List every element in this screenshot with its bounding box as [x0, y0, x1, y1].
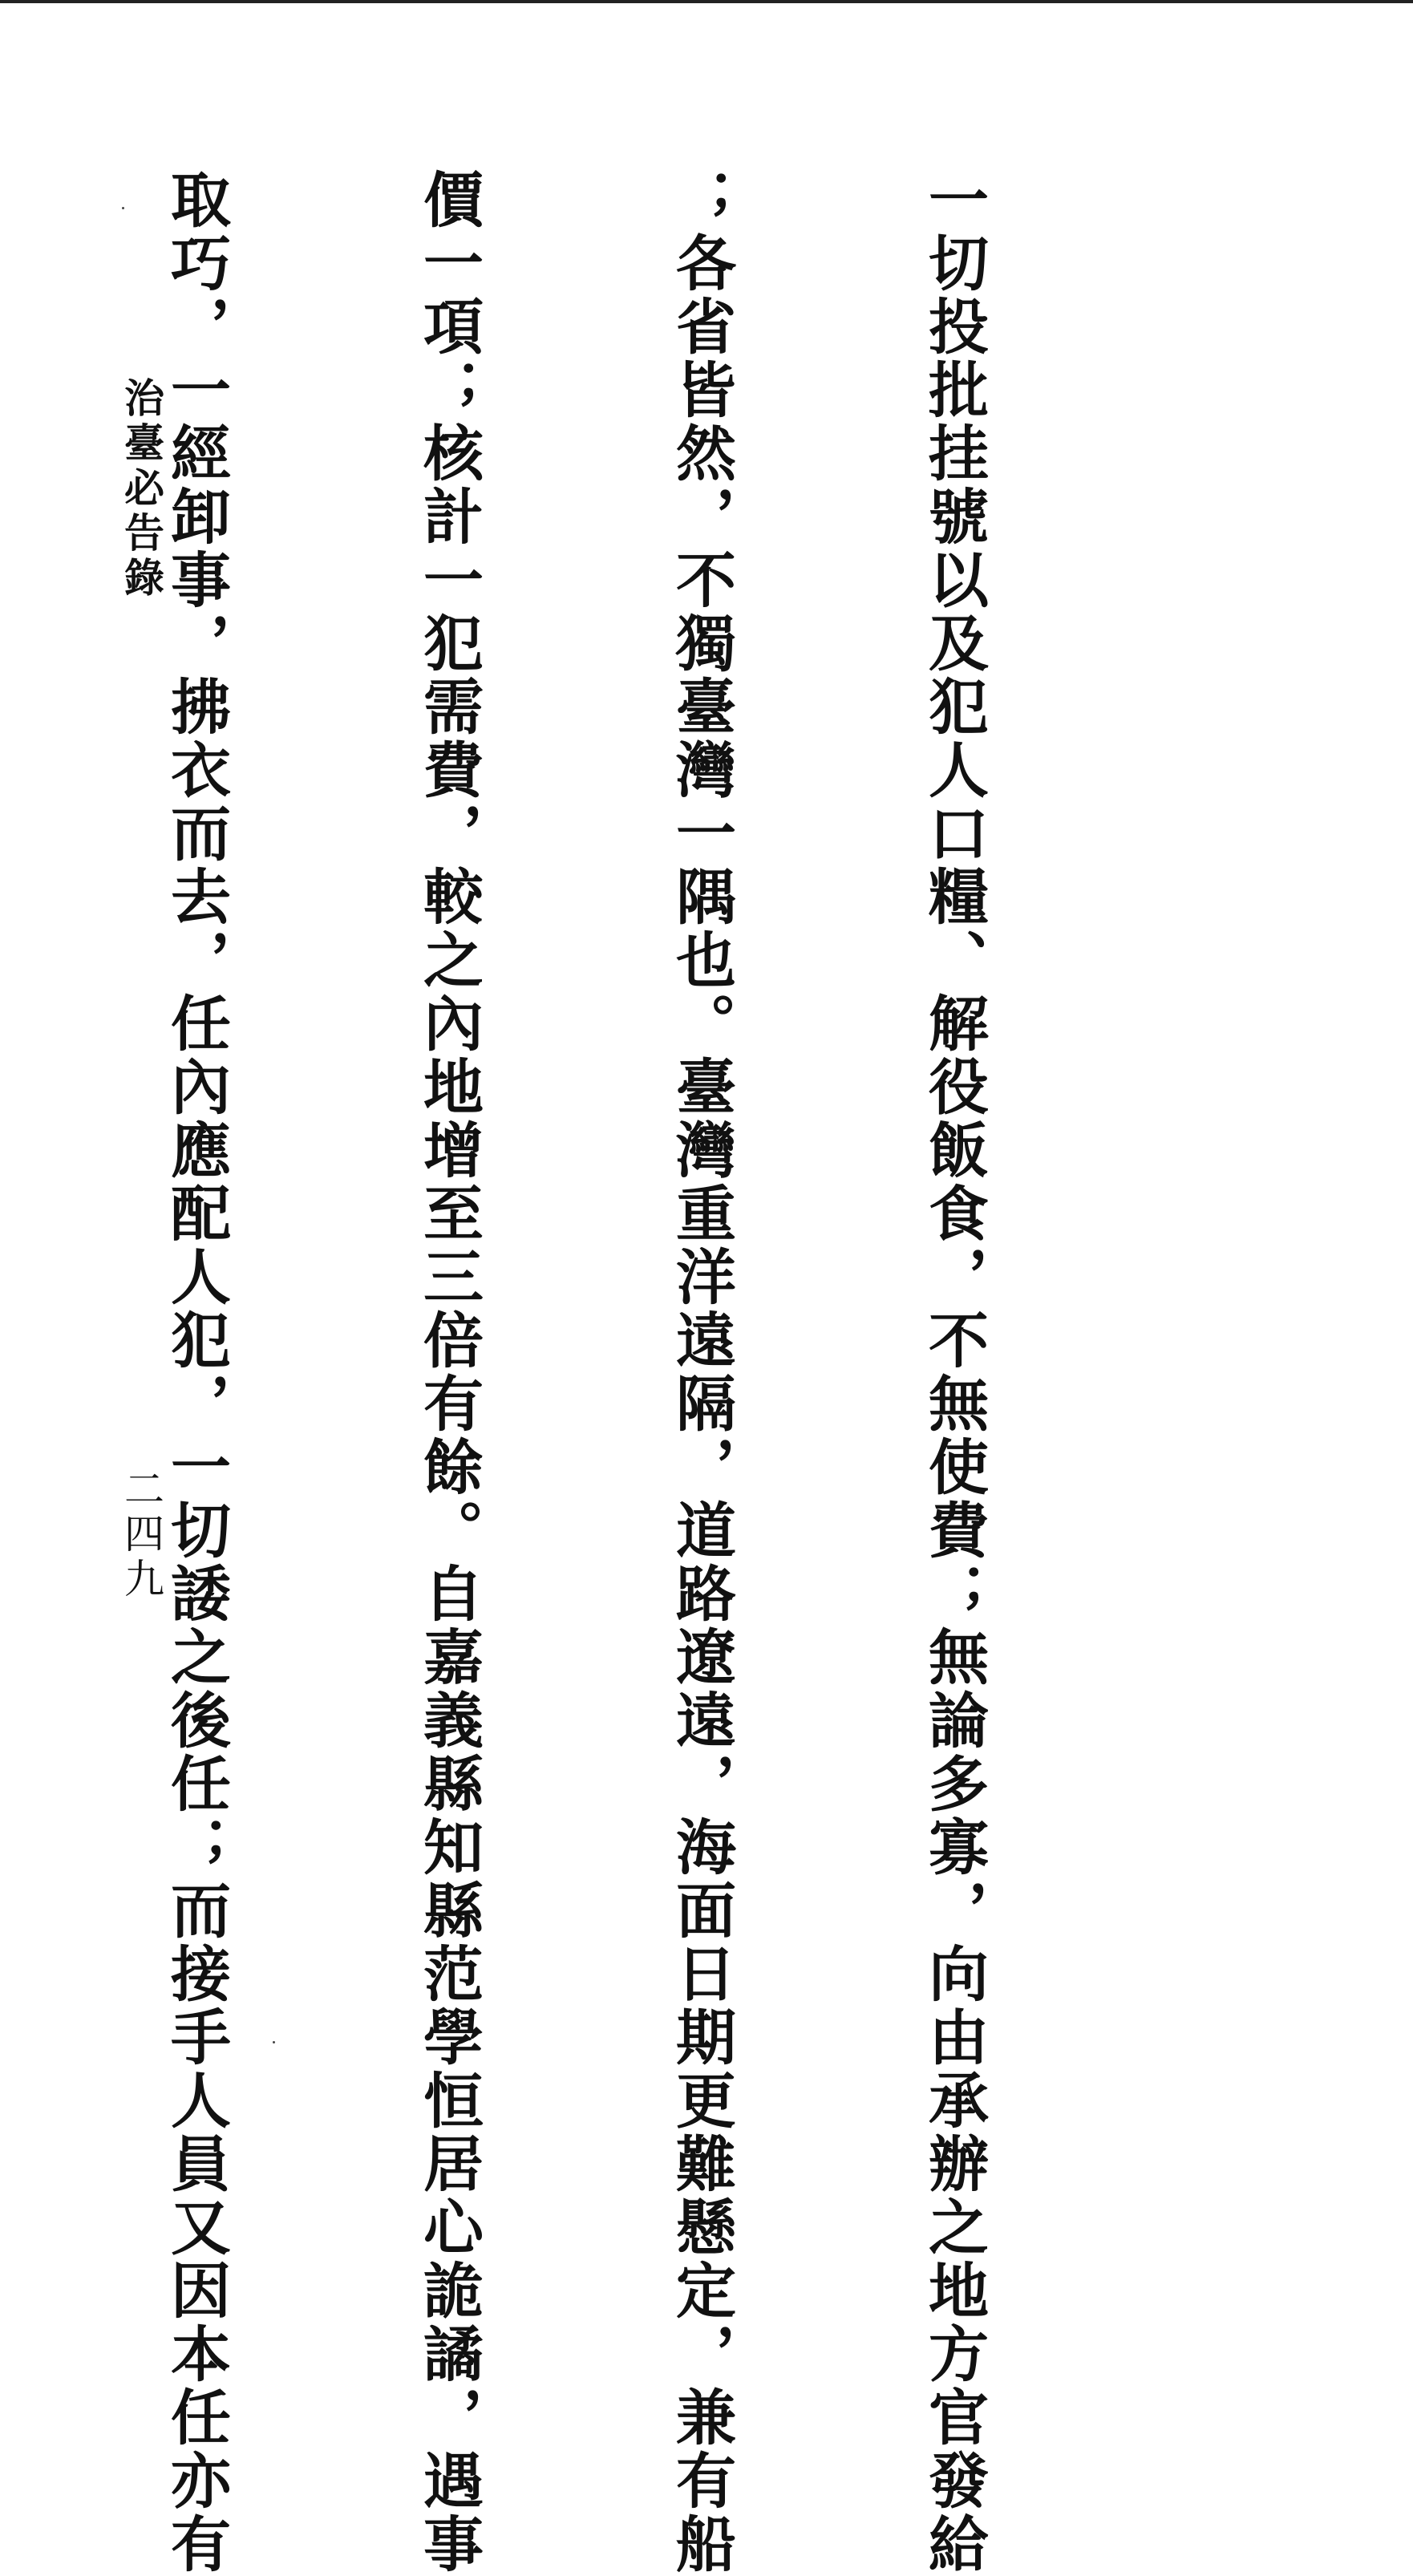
- text-column-4: 取巧，一經卸事，拂衣而去，任內應配人犯，一切諉之後任；而接手人員又因本任亦有: [161, 168, 232, 2576]
- text-column-2: ；各省皆然，不獨臺灣一隅也。臺灣重洋遠隔，道路遼遠，海面日期更難懸定，兼有船: [666, 168, 737, 2576]
- top-border-rule: [0, 0, 1413, 3]
- paper-speck: [122, 207, 124, 209]
- text-column-3: 價一項；核計一犯需費，較之內地增至三倍有餘。自嘉義縣知縣范學恒居心詭譎，遇事: [414, 168, 484, 2576]
- body-text: [0, 168, 1164, 2576]
- book-title: 治臺必告錄: [118, 377, 165, 601]
- paper-speck: [273, 2041, 275, 2043]
- page-number: 二四九: [118, 1468, 164, 1602]
- text-column-1: 一切投批挂號以及犯人口糧、解役飯食，不無使費；無論多寡，向由承辦之地方官發給: [919, 168, 990, 2576]
